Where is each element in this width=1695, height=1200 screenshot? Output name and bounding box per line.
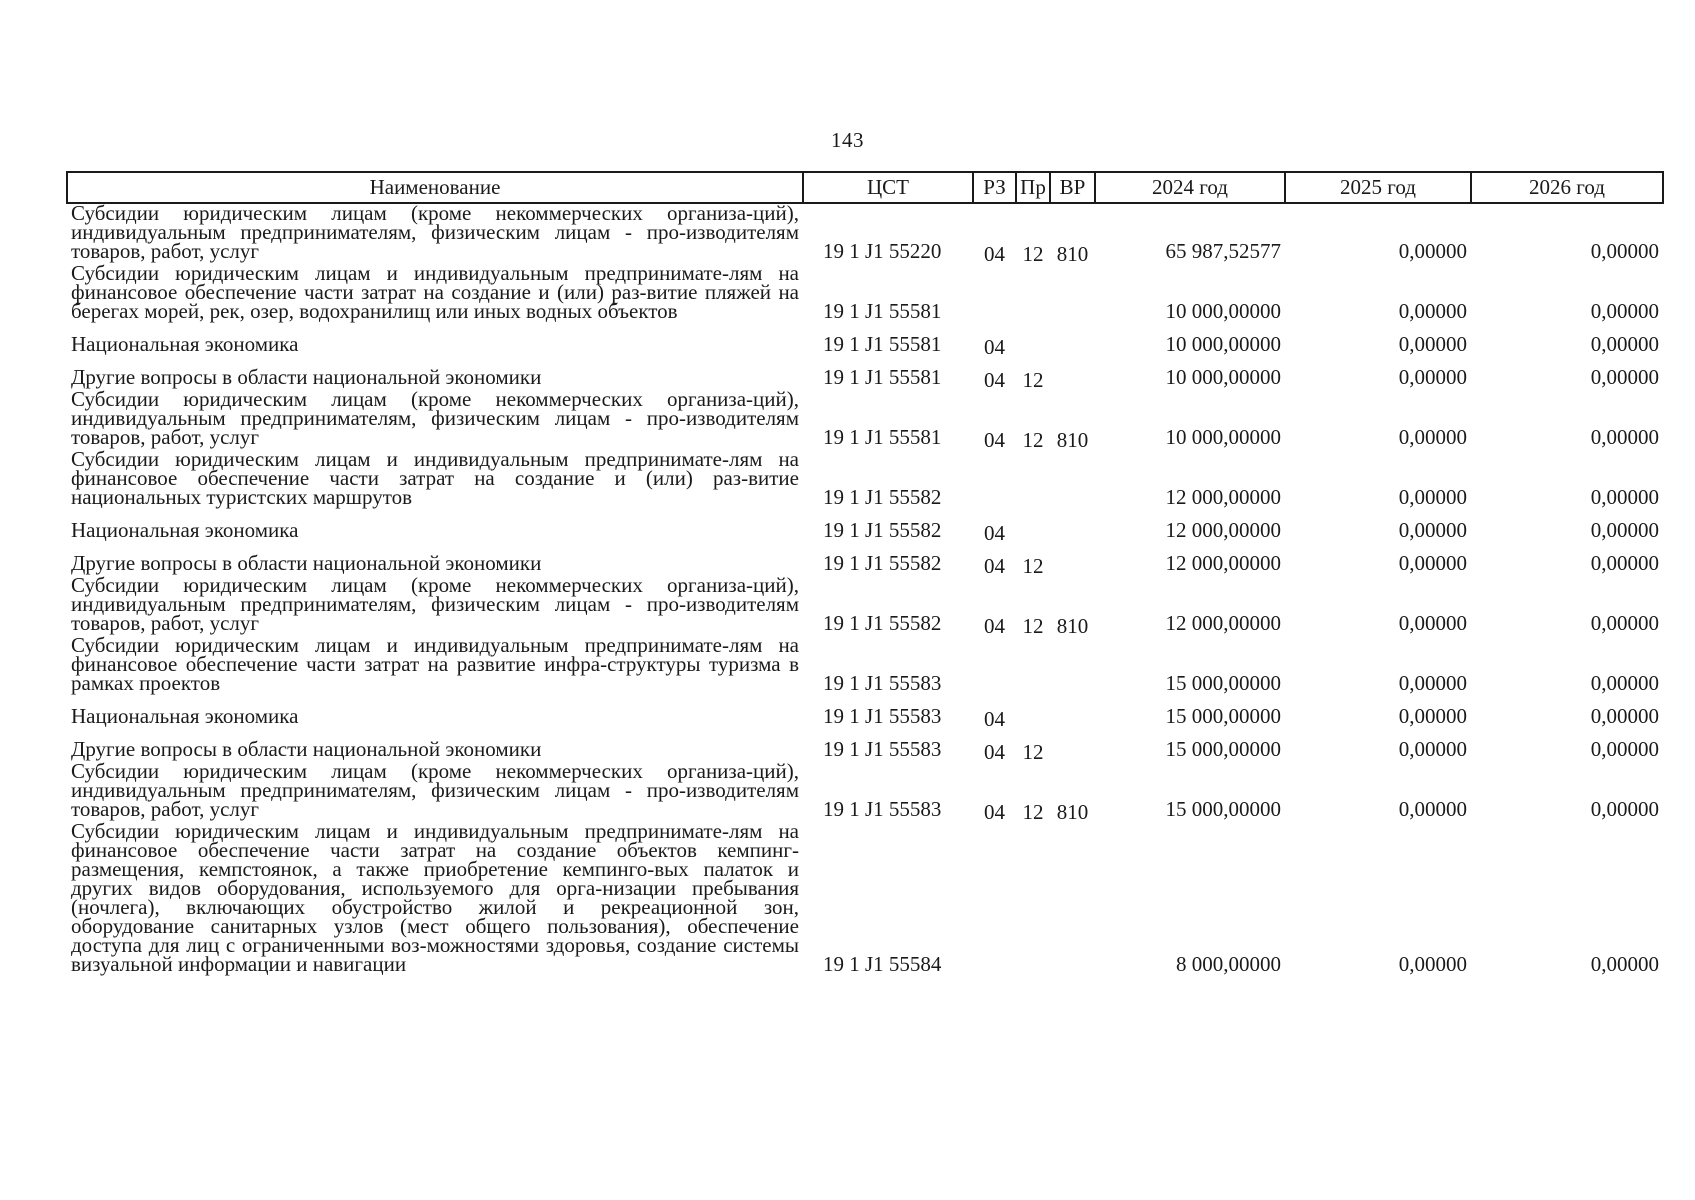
row-2025: 0,00000 [1398,737,1467,761]
row-pr [1016,636,1050,696]
row-name: Субсидии юридическим лицам и индивидуальным предпринимате-лям на финансовое обеспечение части затрат на создание и (или) раз-витие пляжей на берегах морей, рек, озер, водохранилищ или иных водных объектов [71,261,799,323]
row-2026: 0,00000 [1590,485,1659,509]
table-row [67,696,1663,729]
row-2024: 8 000,00000 [1176,952,1281,976]
row-vr [1050,636,1095,696]
row-2024: 15 000,00000 [1165,797,1281,821]
row-pr: 12 [1022,740,1044,764]
row-cst: 19 1 J1 55582 [823,611,942,635]
row-cst: 19 1 J1 55583 [823,797,942,821]
row-rz: 04 [984,242,1005,266]
header-2025: 2025 год [1285,172,1471,203]
row-rz: 04 [984,707,1005,731]
row-cst: 19 1 J1 55582 [823,551,942,575]
row-pr: 12 [1022,242,1044,266]
row-vr: 810 [1056,242,1089,266]
row-2024: 12 000,00000 [1165,551,1281,575]
table-row [67,729,1663,762]
table-row [67,264,1663,324]
row-name: Национальная экономика [71,332,299,356]
row-pr [1016,264,1050,324]
row-2025: 0,00000 [1398,299,1467,323]
row-rz: 04 [984,521,1005,545]
budget-table [66,171,1664,977]
row-2025: 0,00000 [1398,365,1467,389]
row-2024: 15 000,00000 [1165,704,1281,728]
row-name: Субсидии юридическим лицам (кроме некоммерческих организа-ций), индивидуальным предпринимателям, физическим лицам - про-изводителям товаров, работ, услуг [71,387,799,449]
row-rz: 04 [984,800,1005,824]
table-row [67,324,1663,357]
table-row [67,543,1663,576]
row-name: Национальная экономика [71,518,299,542]
row-2025: 0,00000 [1398,425,1467,449]
row-vr: 810 [1056,428,1089,452]
row-pr: 12 [1022,554,1044,578]
row-rz [973,822,1016,977]
row-vr [1050,510,1095,543]
row-2025: 0,00000 [1398,485,1467,509]
row-cst: 19 1 J1 55582 [823,485,942,509]
header-rz: РЗ [973,172,1016,203]
row-vr [1050,357,1095,390]
row-name: Субсидии юридическим лицам и индивидуальным предпринимате-лям на финансовое обеспечение части затрат на создание и (или) раз-витие национальных туристских маршрутов [71,447,799,509]
row-2025: 0,00000 [1398,797,1467,821]
row-vr [1050,264,1095,324]
page-number: 143 [831,128,864,152]
row-2026: 0,00000 [1590,332,1659,356]
header-pr: Пр [1016,172,1050,203]
header-name: Наименование [67,172,803,203]
row-rz: 04 [984,740,1005,764]
row-2026: 0,00000 [1590,737,1659,761]
row-cst: 19 1 J1 55584 [823,952,942,976]
row-vr [1050,450,1095,510]
row-name: Субсидии юридическим лицам (кроме некоммерческих организа-ций), индивидуальным предпринимателям, физическим лицам - про-изводителям товаров, работ, услуг [71,201,799,263]
row-2025: 0,00000 [1398,551,1467,575]
row-2025: 0,00000 [1398,239,1467,263]
row-cst: 19 1 J1 55220 [823,239,942,263]
row-2026: 0,00000 [1590,518,1659,542]
row-2026: 0,00000 [1590,797,1659,821]
row-vr [1050,822,1095,977]
table-row [67,510,1663,543]
row-name: Другие вопросы в области национальной экономики [71,551,542,575]
row-2026: 0,00000 [1590,611,1659,635]
row-vr [1050,324,1095,357]
row-2026: 0,00000 [1590,671,1659,695]
row-cst: 19 1 J1 55581 [823,299,942,323]
row-name: Субсидии юридическим лицам и индивидуальным предпринимате-лям на финансовое обеспечение части затрат на создание объектов кемпинг-размещения, кемпстоянок, а также приобретение кемпинго-вых палаток и других видов оборудования, используемого для орга-низации пребывания (ночлега), включающих обустройство жилой и рекреационной зон, оборудование санитарных узлов (мест общего пользования), обеспечение доступа для лиц с ограниченными воз-можностями здоровья, создание системы визуальной информации и навигации [71,819,799,976]
table-row [67,357,1663,390]
row-cst: 19 1 J1 55583 [823,671,942,695]
header-cst: ЦСТ [803,172,973,203]
row-2024: 15 000,00000 [1165,737,1281,761]
row-2026: 0,00000 [1590,704,1659,728]
row-vr: 810 [1056,800,1089,824]
row-vr: 810 [1056,614,1089,638]
table-row [67,390,1663,450]
table-row [67,822,1663,977]
row-2026: 0,00000 [1590,365,1659,389]
table-row [67,762,1663,822]
row-pr [1016,696,1050,729]
table-row [67,636,1663,696]
row-pr: 12 [1022,428,1044,452]
row-cst: 19 1 J1 55583 [823,737,942,761]
row-name: Субсидии юридическим лицам (кроме некоммерческих организа-ций), индивидуальным предпринимателям, физическим лицам - про-изводителям товаров, работ, услуг [71,759,799,821]
row-2024: 12 000,00000 [1165,485,1281,509]
row-2024: 10 000,00000 [1165,425,1281,449]
row-2024: 12 000,00000 [1165,611,1281,635]
row-2026: 0,00000 [1590,299,1659,323]
row-rz: 04 [984,368,1005,392]
table-row [67,576,1663,636]
row-2024: 10 000,00000 [1165,365,1281,389]
row-2026: 0,00000 [1590,952,1659,976]
row-cst: 19 1 J1 55582 [823,518,942,542]
row-cst: 19 1 J1 55581 [823,365,942,389]
row-2026: 0,00000 [1590,239,1659,263]
row-2025: 0,00000 [1398,952,1467,976]
row-pr [1016,324,1050,357]
row-2024: 10 000,00000 [1165,299,1281,323]
row-pr [1016,822,1050,977]
row-pr: 12 [1022,614,1044,638]
row-2026: 0,00000 [1590,551,1659,575]
row-vr [1050,543,1095,576]
row-name: Субсидии юридическим лицам (кроме некоммерческих организа-ций), индивидуальным предпринимателям, физическим лицам - про-изводителям товаров, работ, услуг [71,573,799,635]
row-2025: 0,00000 [1398,704,1467,728]
row-2026: 0,00000 [1590,425,1659,449]
row-pr [1016,510,1050,543]
header-vr: ВР [1050,172,1095,203]
row-rz [973,450,1016,510]
row-cst: 19 1 J1 55583 [823,704,942,728]
row-rz: 04 [984,428,1005,452]
row-name: Другие вопросы в области национальной экономики [71,365,542,389]
row-vr [1050,729,1095,762]
row-rz: 04 [984,554,1005,578]
row-name: Национальная экономика [71,704,299,728]
row-2025: 0,00000 [1398,332,1467,356]
row-pr: 12 [1022,368,1044,392]
row-name: Другие вопросы в области национальной экономики [71,737,542,761]
row-cst: 19 1 J1 55581 [823,425,942,449]
table-row [67,203,1663,264]
header-2024: 2024 год [1095,172,1285,203]
row-2025: 0,00000 [1398,518,1467,542]
row-pr [1016,450,1050,510]
row-rz: 04 [984,335,1005,359]
table-row [67,450,1663,510]
row-2024: 12 000,00000 [1165,518,1281,542]
row-vr [1050,696,1095,729]
row-2025: 0,00000 [1398,671,1467,695]
row-2024: 15 000,00000 [1165,671,1281,695]
row-2024: 10 000,00000 [1165,332,1281,356]
row-pr: 12 [1022,800,1044,824]
row-rz [973,636,1016,696]
table-header-row [67,172,1663,203]
row-cst: 19 1 J1 55581 [823,332,942,356]
row-2025: 0,00000 [1398,611,1467,635]
row-rz: 04 [984,614,1005,638]
row-2024: 65 987,52577 [1165,239,1281,263]
row-rz [973,264,1016,324]
row-name: Субсидии юридическим лицам и индивидуальным предпринимате-лям на финансовое обеспечение части затрат на развитие инфра-структуры туризма в рамках проектов [71,633,799,695]
header-2026: 2026 год [1471,172,1663,203]
